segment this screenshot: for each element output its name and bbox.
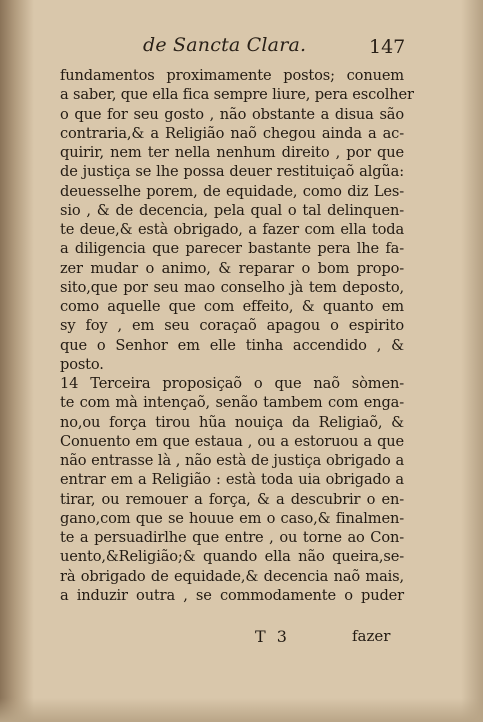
text-line: te a persuadirlhe que entre , ou torne ao Con- (60, 529, 404, 546)
page-number: 147 (369, 36, 406, 58)
text-line: 14 Terceira proposiçaõ o que naõ sòmen- (60, 375, 404, 392)
text-line: sio , & de decencia, pela qual o tal delinquen- (60, 201, 404, 219)
text-line: fundamentos proximamente postos; conuem (60, 67, 404, 84)
text-line: o que for seu gosto , não obstante a disua são (60, 105, 404, 123)
catchword: fazer (352, 627, 391, 645)
running-title: de Sancta Clara. (143, 34, 307, 56)
text-line: sito,que por seu mao conselho jà tem deposto, (60, 278, 404, 296)
text-line: gano,com que se houue em o caso,& finalmen- (60, 509, 404, 527)
text-line: zer mudar o animo, & reparar o bom propo- (60, 259, 404, 277)
text-line: como aquelle que com effeito, & quanto em (60, 298, 404, 315)
text-line: posto. (60, 355, 104, 373)
text-line: deuesselhe porem, de equidade, como diz Les- (60, 182, 404, 200)
text-line: no,ou força tirou hũa nouiça da Religiaõ, & (60, 413, 404, 431)
text-line: quirir, nem ter nella nenhum direito , por que (60, 144, 404, 161)
body-text (60, 66, 414, 605)
text-line: que o Senhor em elle tinha accendido , & (60, 336, 404, 354)
signature-mark: T 3 (255, 627, 290, 646)
text-line: não entrasse là , não està de justiça obrigado a (60, 452, 404, 469)
text-line: de justiça se lhe possa deuer restituiçaõ algũa: (60, 163, 404, 181)
page-bottom-shade (0, 698, 483, 722)
text-line: a induzir outra , se commodamente o puder (60, 586, 404, 604)
text-line: Conuento em que estaua , ou a estoruou a que (60, 432, 404, 450)
text-line: a diligencia que parecer bastante pera lhe fa- (60, 240, 404, 258)
text-line: rà obrigado de equidade,& decencia naõ mais, (60, 567, 404, 585)
gutter-shadow (0, 0, 34, 722)
text-line: contraria,& a Religião naõ chegou ainda a ac- (60, 124, 404, 142)
page-edge-shade (461, 0, 483, 722)
text-line: te deue,& està obrigado, a fazer com ella toda (60, 221, 404, 238)
text-line: tirar, ou remouer a força, & a descubrir o en- (60, 490, 404, 508)
text-line: sy foy , em seu coraçaõ apagou o espirito (60, 317, 404, 335)
text-line: te com mà intençaõ, senão tambem com enga- (60, 394, 404, 412)
text-line: a saber, que ella fica sempre liure, pera escolher (60, 86, 414, 104)
text-line: uento,&Religião;& quando ella não queira,se- (60, 548, 404, 566)
text-line: entrar em a Religião : està toda uia obrigado a (60, 471, 404, 489)
